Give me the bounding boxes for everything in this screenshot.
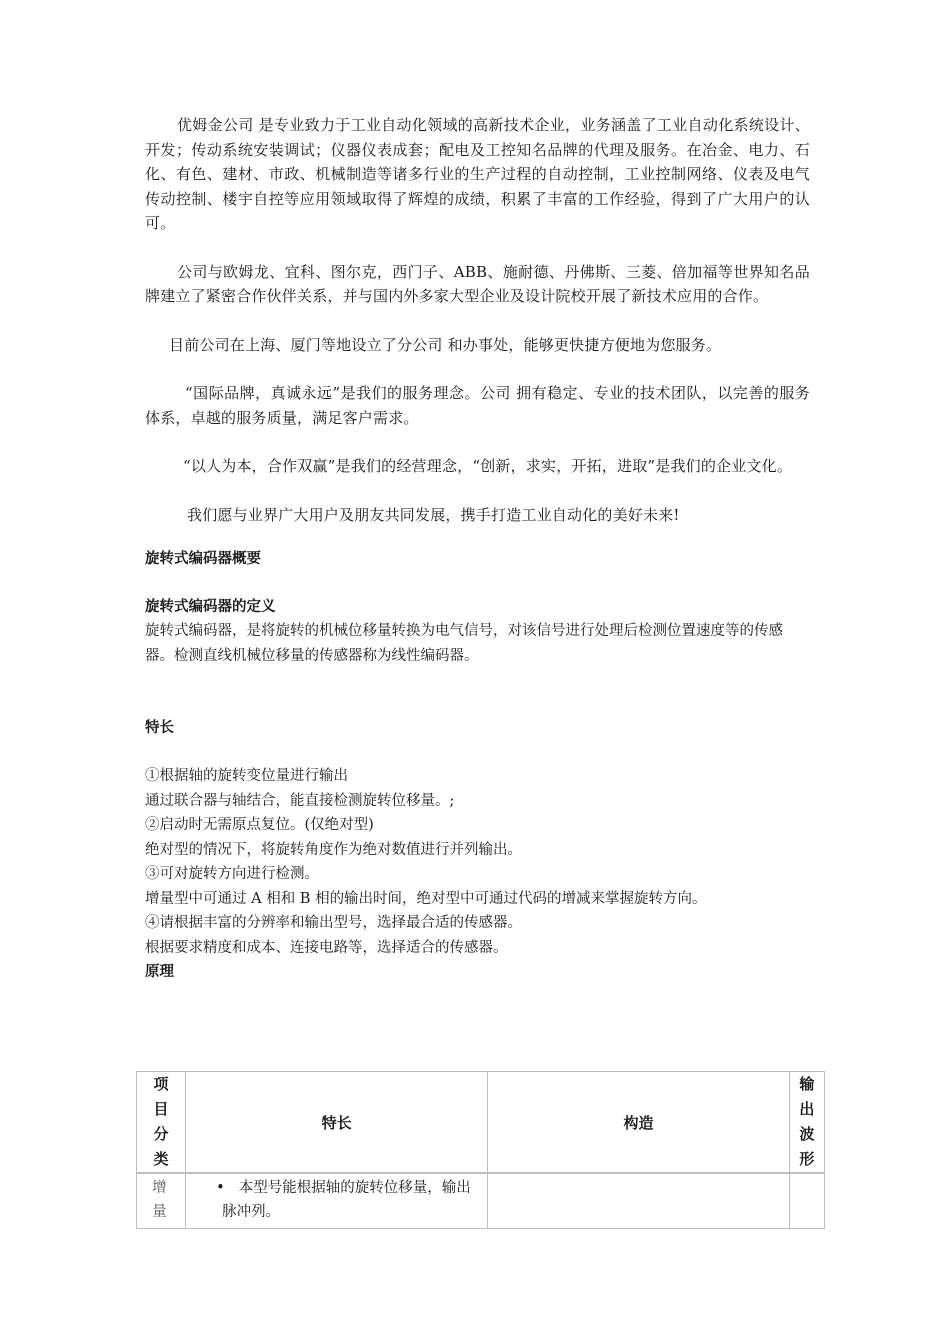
- header-category: 项目分类: [137, 1072, 186, 1174]
- spacer: [145, 430, 810, 454]
- cell-structure: [488, 1173, 790, 1229]
- intro-paragraph-3: 目前公司在上海、厦门等地设立了分公司 和办事处，能够更快捷方便地为您服务。: [169, 335, 722, 354]
- feature-line: ③可对旋转方向进行检测。: [145, 866, 319, 882]
- intro-paragraph-1: 优姆金公司 是专业致力于工业自动化领域的高新技术企业，业务涵盖了工业自动化系统设计、开发；传动系统安装调试；仪器仪表成套；配电及工控知名品牌的代理及服务。在冶金、电力、石化、有色、建材、市政、机械制造等诸多行业的生产过程的自动控制，工业控制网络、仪表及电气传动控制、楼宇自控等应用领域取得了辉煌的成绩，积累了丰富的工作经验，得到了广大用户的认可。: [145, 116, 810, 232]
- table-row: [137, 1173, 825, 1229]
- spacer: [145, 668, 810, 716]
- intro-paragraph-5: “以人为本，合作双赢”是我们的经营理念，“创新，求实，开拓，进取”是我们的企业文化。: [183, 457, 793, 475]
- cell-category: 增量: [137, 1173, 186, 1229]
- spacer: [145, 309, 810, 333]
- features-list: [145, 764, 810, 960]
- definition-text: 旋转式编码器，是将旋转的机械位移量转换为电气信号，对该信号进行处理后检测位置速度等的传感器。检测直线机械位移量的传感器称为线性编码器。: [145, 623, 783, 664]
- overview-heading: 旋转式编码器概要: [145, 551, 261, 567]
- feature-line: ②启动时无需原点复位。(仅绝对型): [145, 817, 374, 833]
- spacer: [145, 740, 810, 764]
- intro-paragraph-2: 公司与欧姆龙、宜科、图尔克，西门子、ABB、施耐德、丹佛斯、三菱、倍加福等世界知名品牌建立了紧密合作伙伴关系，并与国内外多家大型企业及设计院校开展了新技术应用的合作。: [145, 262, 810, 305]
- feature-line: 根据要求精度和成本、连接电路等，选择适合的传感器。: [145, 939, 508, 956]
- spacer: [145, 236, 810, 260]
- intro-paragraph-4: “国际品牌，真诚永远”是我们的服务理念。公司 拥有稳定、专业的技术团队，以完善的服务体系，卓越的服务质量，满足客户需求。: [145, 384, 810, 427]
- spacer: [145, 527, 810, 547]
- cell-waveform: [789, 1173, 824, 1229]
- principle-table: [136, 1071, 825, 1229]
- header-feature: 特长: [186, 1072, 488, 1174]
- cell-feature: [186, 1173, 488, 1229]
- spacer: [145, 571, 810, 595]
- table-header-row: [137, 1072, 825, 1174]
- header-structure: 构造: [488, 1072, 790, 1174]
- principle-heading: 原理: [145, 964, 174, 980]
- features-heading: 特长: [145, 720, 174, 736]
- spacer: [145, 357, 810, 381]
- definition-heading: 旋转式编码器的定义: [145, 599, 276, 615]
- bullet-icon: •: [216, 1180, 225, 1196]
- feature-line: 增量型中可通过 A 相和 B 相的输出时间，绝对型中可通过代码的增减来掌握旋转方向。: [145, 890, 707, 907]
- spacer: [145, 479, 810, 503]
- feature-text: 本型号能根据轴的旋转位移量，输出脉冲列。: [222, 1180, 471, 1220]
- feature-line: 通过联合器与轴结合，能直接检测旋转位移量。;: [145, 792, 455, 809]
- intro-paragraph-6: 我们愿与业界广大用户及朋友共同发展，携手打造工业自动化的美好未来!: [187, 505, 680, 524]
- document-body: [145, 113, 810, 984]
- feature-line: ①根据轴的旋转变位量进行输出: [145, 768, 348, 784]
- header-waveform: 输出波形: [789, 1072, 824, 1174]
- feature-line: 绝对型的情况下，将旋转角度作为绝对数值进行并列输出。: [145, 841, 522, 858]
- feature-line: ④请根据丰富的分辨率和输出型号，选择最合适的传感器。: [145, 915, 522, 931]
